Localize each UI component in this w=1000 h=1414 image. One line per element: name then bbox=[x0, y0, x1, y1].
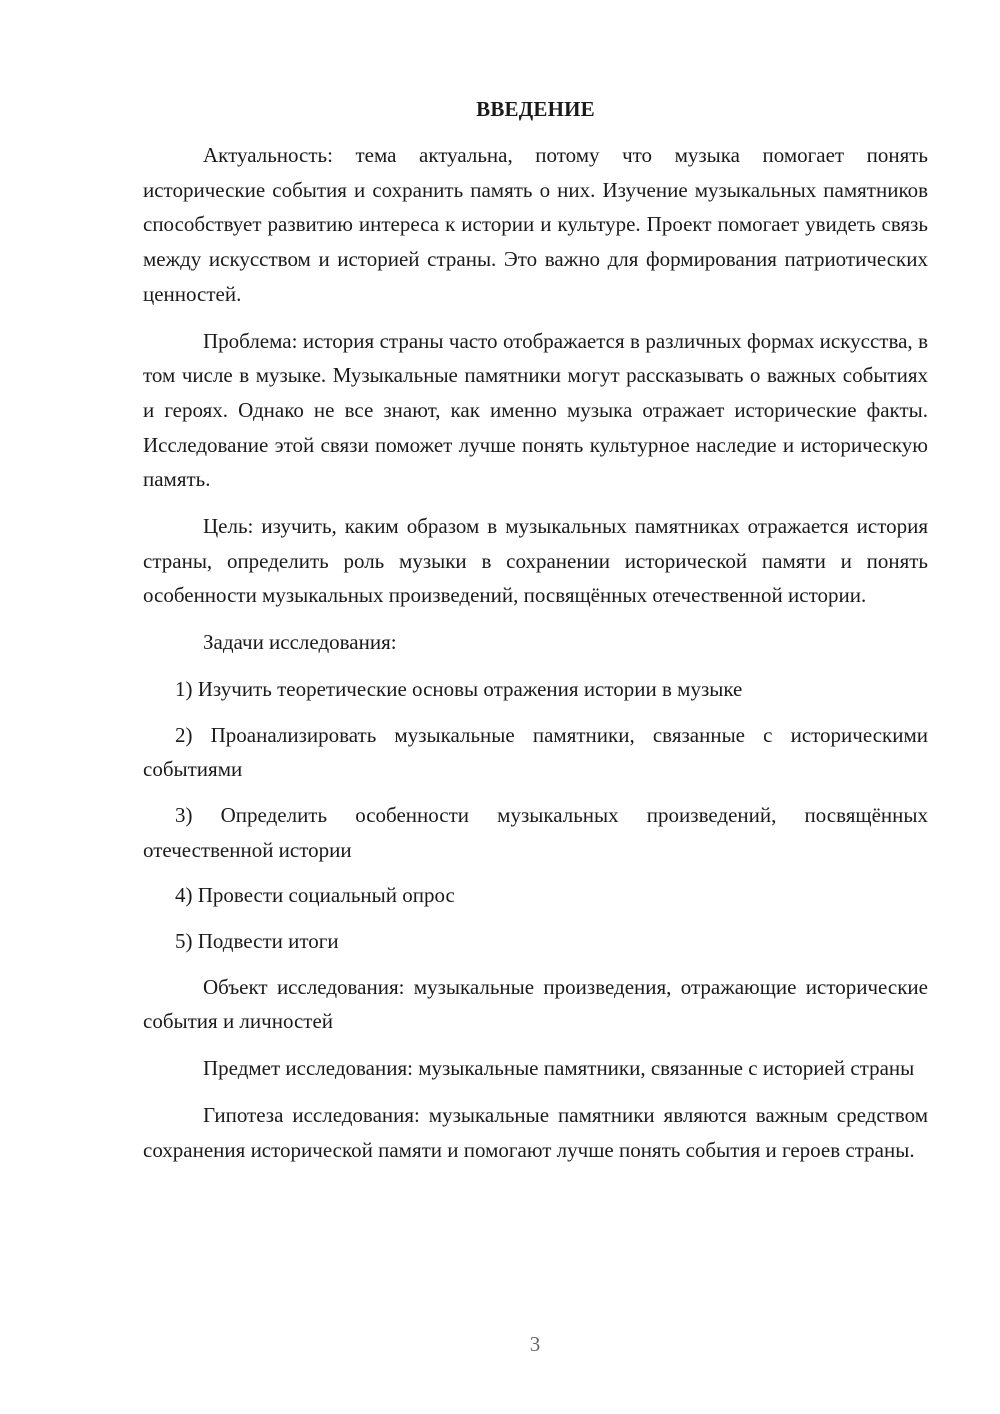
task-item-4: 4) Провести социальный опрос bbox=[175, 883, 455, 908]
paragraph-subject: Предмет исследования: музыкальные памятники, связанные с историей страны bbox=[203, 1056, 915, 1081]
task-item-5: 5) Подвести итоги bbox=[175, 929, 339, 954]
paragraph-relevance: Актуальность: тема актуальна, потому что музыка помогает понять исторические события и сохранить память о них. Изучение музыкальных памятников способствует развитию интереса к истории и культуре. Проект помогает увидеть связь между искусством и историей страны. Это важно для формирования патриотических ценностей. bbox=[143, 143, 928, 306]
page-number: 3 bbox=[529, 1332, 541, 1356]
paragraph-object: Объект исследования: музыкальные произведения, отражающие исторические события и личностей bbox=[143, 974, 928, 1034]
document-page bbox=[143, 92, 928, 1179]
paragraph-problem: Проблема: история страны часто отображается в различных формах искусства, в том числе в музыке. Музыкальные памятники могут рассказывать о важных событиях и героях. Однако не все знают, как именно музыка отражает исторические факты. Исследование этой связи поможет лучше понять культурное наследие и историческую память. bbox=[143, 328, 928, 492]
task-item-2: 2) Проанализировать музыкальные памятники, связанные с историческими событиями bbox=[143, 722, 928, 782]
paragraph-hypothesis: Гипотеза исследования: музыкальные памятники являются важным средством сохранения исторической памяти и помогают лучше понять события и героев страны. bbox=[143, 1102, 928, 1162]
task-item-3: 3) Определить особенности музыкальных произведений, посвящённых отечественной истории bbox=[143, 802, 928, 862]
paragraph-goal: Цель: изучить, каким образом в музыкальных памятниках отражается история страны, определить роль музыки в сохранении исторической памяти и понять особенности музыкальных произведений, посвящённых отечественной истории. bbox=[143, 514, 928, 608]
task-item-1: 1) Изучить теоретические основы отражения истории в музыке bbox=[175, 676, 743, 701]
tasks-heading: Задачи исследования: bbox=[203, 630, 397, 655]
section-title: ВВЕДЕНИЕ bbox=[476, 97, 595, 121]
